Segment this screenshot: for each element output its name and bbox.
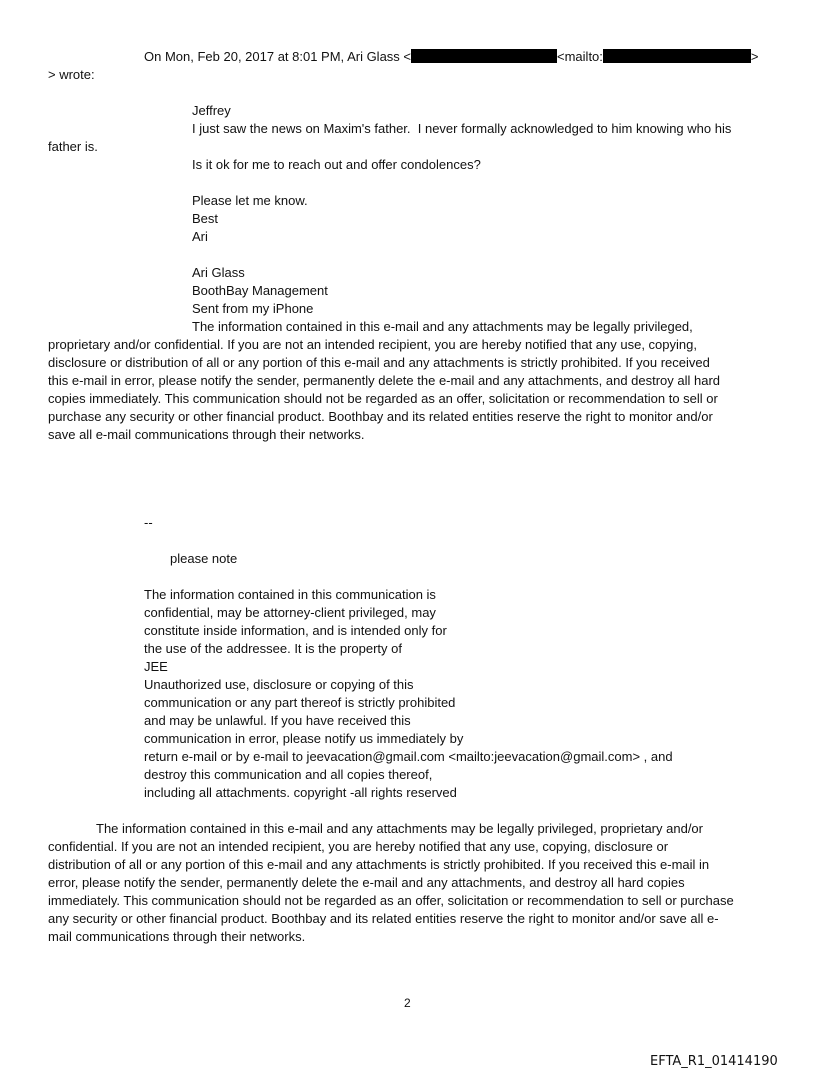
disclaimer-line: distribution of all or any portion of this e-mail and any attachments is strictly prohibited. If you received this e-mail in — [48, 857, 710, 872]
disclaimer-line: save all e-mail communications through their networks. — [48, 427, 365, 442]
header-mailto: <mailto: — [557, 49, 603, 64]
notice-line: communication or any part thereof is strictly prohibited — [144, 695, 456, 710]
disclaimer-line: confidential. If you are not an intended recipient, you are hereby notified that any use, copying, disclosure or — [48, 839, 669, 854]
notice-line: communication in error, please notify us immediately by — [144, 731, 464, 746]
disclaimer-line: purchase any security or other financial product. Boothbay and its related entities reserve the right to monitor and/or — [48, 409, 713, 424]
page-number: 2 — [404, 996, 411, 1010]
message-line: father is. — [48, 139, 98, 154]
header-prefix: On Mon, Feb 20, 2017 at 8:01 PM, Ari Glass < — [144, 49, 412, 64]
disclaimer-line: disclosure or distribution of all or any portion of this e-mail and any attachments is strictly prohibited. If you received — [48, 355, 710, 370]
disclaimer-line: The information contained in this e-mail and any attachments may be legally privileged, proprietary and/or — [96, 821, 703, 836]
disclaimer-line: any security or other financial product. Boothbay and its related entities reserve the right to monitor and/or save all e- — [48, 911, 719, 926]
notice-line: The information contained in this communication is — [144, 587, 436, 602]
message-signoff-name: Ari — [192, 229, 208, 244]
disclaimer-line: immediately. This communication should not be regarded as an offer, solicitation or recommendation to sell or purchase — [48, 893, 734, 908]
signature-sent-from: Sent from my iPhone — [192, 301, 314, 316]
message-line: Is it ok for me to reach out and offer condolences? — [192, 157, 481, 172]
notice-line: including all attachments. copyright -all rights reserved — [144, 785, 457, 800]
notice-line: constitute inside information, and is intended only for — [144, 623, 447, 638]
notice-line: Unauthorized use, disclosure or copying of this — [144, 677, 414, 692]
header-end: > — [750, 49, 759, 64]
redaction-bar — [411, 49, 557, 63]
notice-line: JEE — [144, 659, 168, 674]
message-line: I just saw the news on Maxim's father. I never formally acknowledged to him knowing who his — [192, 121, 732, 136]
disclaimer-line: The information contained in this e-mail and any attachments may be legally privileged, — [192, 319, 693, 334]
disclaimer-line: this e-mail in error, please notify the sender, permanently delete the e-mail and any attachments, and destroy all hard — [48, 373, 721, 388]
signature-company: BoothBay Management — [192, 283, 328, 298]
disclaimer-line: copies immediately. This communication should not be regarded as an offer, solicitation or recommendation to sell or — [48, 391, 718, 406]
disclaimer-line: mail communications through their networks. — [48, 929, 306, 944]
notice-line: return e-mail or by e-mail to jeevacation@gmail.com <mailto:jeevacation@gmail.com> , and — [144, 749, 673, 764]
document-id: EFTA_R1_01414190 — [650, 1054, 778, 1069]
signature-separator: -- — [144, 515, 153, 530]
message-closing: Best — [192, 211, 219, 226]
notice-line: confidential, may be attorney-client privileged, may — [144, 605, 436, 620]
notice-line: and may be unlawful. If you have received this — [144, 713, 411, 728]
signature-name: Ari Glass — [192, 265, 245, 280]
message-line: Please let me know. — [192, 193, 308, 208]
notice-line: the use of the addressee. It is the property of — [144, 641, 402, 656]
disclaimer-line: error, please notify the sender, permanently delete the e-mail and any attachments, and destroy all hard copies — [48, 875, 685, 890]
disclaimer-line: proprietary and/or confidential. If you are not an intended recipient, you are hereby notified that any use, copying, — [48, 337, 697, 352]
header-wrote: > wrote: — [48, 67, 95, 82]
email-header-line — [144, 48, 759, 66]
redaction-bar — [603, 49, 751, 63]
notice-line: destroy this communication and all copies thereof, — [144, 767, 433, 782]
please-note: please note — [170, 551, 238, 566]
message-greeting: Jeffrey — [192, 103, 231, 118]
